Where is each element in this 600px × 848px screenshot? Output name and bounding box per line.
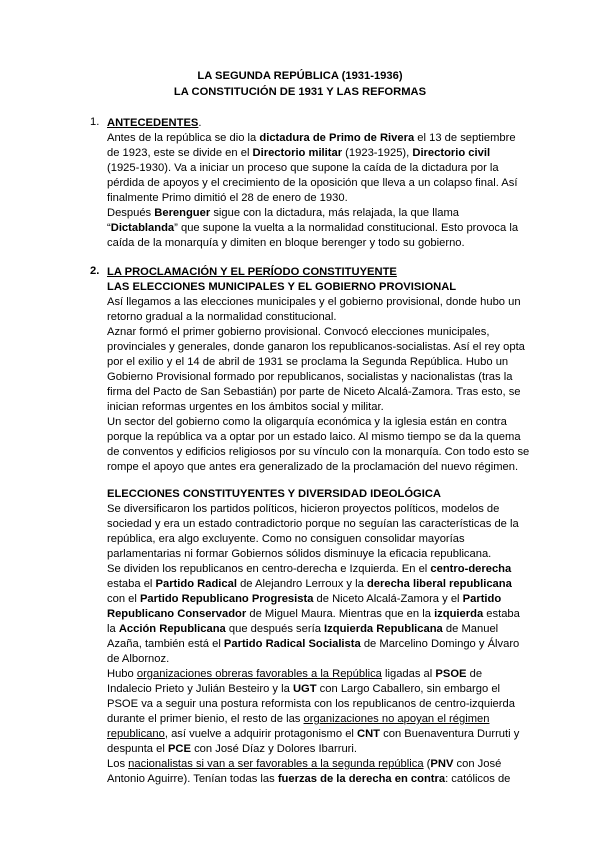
text-line: por el exilio y el 14 de abril de 1931 se proclama la Segunda República. Hubo un (107, 356, 509, 368)
text-line: Gobierno Provisional formado por republicanos, socialistas y nacionalistas (tras la (107, 371, 513, 383)
text-line (107, 712, 489, 727)
text-line: Aznar formó el primer gobierno provisional. Convocó elecciones municipales, (107, 326, 490, 338)
section-2-number: 2. (90, 265, 100, 277)
text-run: despunta el (107, 743, 168, 755)
section-1-number: 1. (90, 116, 100, 128)
text-run: estaba (483, 608, 520, 620)
document-title: LA SEGUNDA REPÚBLICA (1931-1936) (197, 70, 403, 82)
text-line (107, 757, 501, 772)
text-line (107, 622, 498, 637)
section-1-heading: ANTECEDENTES (107, 117, 199, 129)
text-run: con José Díaz y Dolores Ibarruri. (190, 743, 357, 755)
text-line: rompe el apoyo que antes era generalizado de la proclamación del nuevo régimen. (107, 461, 519, 473)
text-line: provinciales y generales, donde ganaron los republicanos-socialistas. Así el rey opta (107, 341, 525, 353)
text-line: finalmente Primo dimitió el 28 de enero de 1930. (107, 192, 348, 204)
text-line: Así llegamos a las elecciones municipales y el gobierno provisional, donde hubo un (107, 296, 521, 308)
text-run: Hubo (107, 668, 137, 680)
text-line (107, 577, 512, 592)
document-subtitle: LA CONSTITUCIÓN DE 1931 Y LAS REFORMAS (173, 86, 427, 98)
text-line (107, 742, 357, 757)
text-run: , así vuelve a adquirir protagonismo el (164, 728, 358, 740)
bold-term: Berenguer (154, 207, 211, 219)
text-line (107, 607, 520, 622)
text-run: : católicos de (445, 773, 511, 785)
underlined-term: nacionalistas si van a ser favorables a la segunda república (128, 758, 424, 770)
text-run: de Manuel (442, 623, 499, 635)
text-run: con José (453, 758, 502, 770)
text-run: la (107, 623, 119, 635)
text-run: Se dividen los republicanos en centro-derecha e Izquierda. En el (107, 563, 431, 575)
text-line (107, 146, 490, 161)
text-line: sociedad y era un estado contradictorio porque no seguían las características de la (107, 518, 519, 530)
text-run: durante el primer bienio, el resto de las (107, 713, 304, 725)
bold-term: Acción Republicana (118, 623, 226, 635)
text-line (107, 772, 510, 787)
bold-term: Republicano Conservador (107, 608, 247, 620)
text-run: con Largo Caballero, sin embargo el (316, 683, 501, 695)
bold-term: Partido (462, 593, 502, 605)
text-line (107, 637, 519, 652)
underlined-term: organizaciones obreras favorables a la República (136, 668, 382, 680)
text-run: de 1923, este se divide en el (107, 147, 253, 159)
bold-term: Directorio civil (412, 147, 491, 159)
text-run: “ (107, 222, 111, 234)
text-run: de Niceto Alcalá-Zamora y el (313, 593, 463, 605)
text-line: (1925-1930). Va a iniciar un proceso que supone la caída de la dictadura por la (107, 162, 499, 174)
bold-term: Dictablanda (110, 222, 175, 234)
text-line: de conventos y edificios religiosos por su vínculo con la monarquía. Con todo esto se (107, 446, 530, 458)
bold-term: Partido Republicano Progresista (139, 593, 314, 605)
text-line: parlamentarias ni formar Gobiernos sólidos disminuye la eficacia republicana. (107, 548, 492, 560)
text-line (107, 667, 482, 682)
bold-term: CNT (357, 728, 381, 740)
section-2-heading: LA PROCLAMACIÓN Y EL PERÍODO CONSTITUYENTE (107, 266, 397, 278)
underlined-term: republicano (107, 728, 165, 740)
text-line: retorno gradual a la normalidad constitucional. (107, 311, 337, 323)
text-run: con el (107, 593, 140, 605)
text-run: el 13 de septiembre (414, 132, 516, 144)
text-line (107, 727, 519, 742)
text-run: de Marcelino Domingo y Álvaro (360, 638, 520, 650)
text-line: inician reformas urgentes en los ámbitos social y militar. (107, 401, 384, 413)
text-line: firma del Pacto de San Sebastián) por parte de Niceto Alcalá-Zamora. Tras esto, se (107, 386, 521, 398)
bold-term: PCE (167, 743, 191, 755)
bold-term: fuerzas de la derecha en contra (277, 773, 446, 785)
underlined-term: organizaciones no apoyan el régimen (303, 713, 490, 725)
text-line: república, era algo excluyente. Como no consiguen consolidar mayorías (107, 533, 465, 545)
text-run: ligadas al (381, 668, 436, 680)
text-run: Azaña, también está el (107, 638, 224, 650)
bold-term: derecha liberal republicana (366, 578, 512, 590)
text-run: que después sería (225, 623, 325, 635)
text-line: Se diversificaron los partidos políticos, hicieron proyectos políticos, modelos de (107, 503, 500, 515)
text-run: ( (423, 758, 431, 770)
text-run: ” que supone la vuelta a la normalidad constitucional. Esto provoca la (174, 222, 519, 234)
text-run: Antes de la república se dio la (107, 132, 260, 144)
section-3-heading: ELECCIONES CONSTITUYENTES Y DIVERSIDAD IDEOLÓGICA (107, 488, 442, 500)
bold-term: Directorio militar (252, 147, 343, 159)
bold-term: Izquierda Republicana (324, 623, 443, 635)
text-line: pérdida de apoyos y el crecimiento de la oposición que lleva a un colapso final. Así (107, 177, 518, 189)
text-run: Indalecio Prieto y Julián Besteiro y la (107, 683, 293, 695)
text-line: caída de la monarquía y dimiten en bloque berenger y todo su gobierno. (107, 237, 465, 249)
text-line (107, 592, 501, 607)
section-2-subheading: LAS ELECCIONES MUNICIPALES Y EL GOBIERNO PROVISIONAL (107, 281, 457, 293)
text-line (107, 206, 459, 221)
text-line (107, 221, 518, 236)
text-line: porque la república va a optar por un estado laico. Al mismo tiempo se da la quema (107, 431, 521, 443)
text-line (107, 682, 500, 697)
bold-term: Partido Radical (155, 578, 237, 590)
text-line (107, 562, 511, 577)
text-run: Los (107, 758, 129, 770)
bold-term: PNV (430, 758, 454, 770)
text-run: Después (107, 207, 155, 219)
bold-term: PSOE (435, 668, 467, 680)
text-line (107, 131, 516, 146)
text-run: (1923-1925), (342, 147, 413, 159)
bold-term: UGT (292, 683, 317, 695)
text-line: de Albornoz. (107, 653, 170, 665)
heading-tail: . (198, 117, 202, 129)
text-run: Antonio Aguirre). Tenían todas las (107, 773, 278, 785)
bold-term: dictadura de Primo de Rivera (259, 132, 415, 144)
bold-term: centro-derecha (430, 563, 512, 575)
text-run: de (466, 668, 483, 680)
text-run: de Miguel Maura. Mientras que en la (246, 608, 435, 620)
text-run: con Buenaventura Durruti y (380, 728, 520, 740)
text-run: sigue con la dictadura, más relajada, la que llama (210, 207, 459, 219)
bold-term: izquierda (434, 608, 484, 620)
text-line: Un sector del gobierno como la oligarquía económica y la iglesia están en contra (107, 416, 507, 428)
text-run: estaba el (107, 578, 156, 590)
bold-term: Partido Radical Socialista (223, 638, 361, 650)
text-line: PSOE va a seguir una postura reformista con los republicanos de centro-izquierda (107, 698, 515, 710)
text-run: de Alejandro Lerroux y la (236, 578, 367, 590)
section-1-heading-line (107, 116, 201, 131)
